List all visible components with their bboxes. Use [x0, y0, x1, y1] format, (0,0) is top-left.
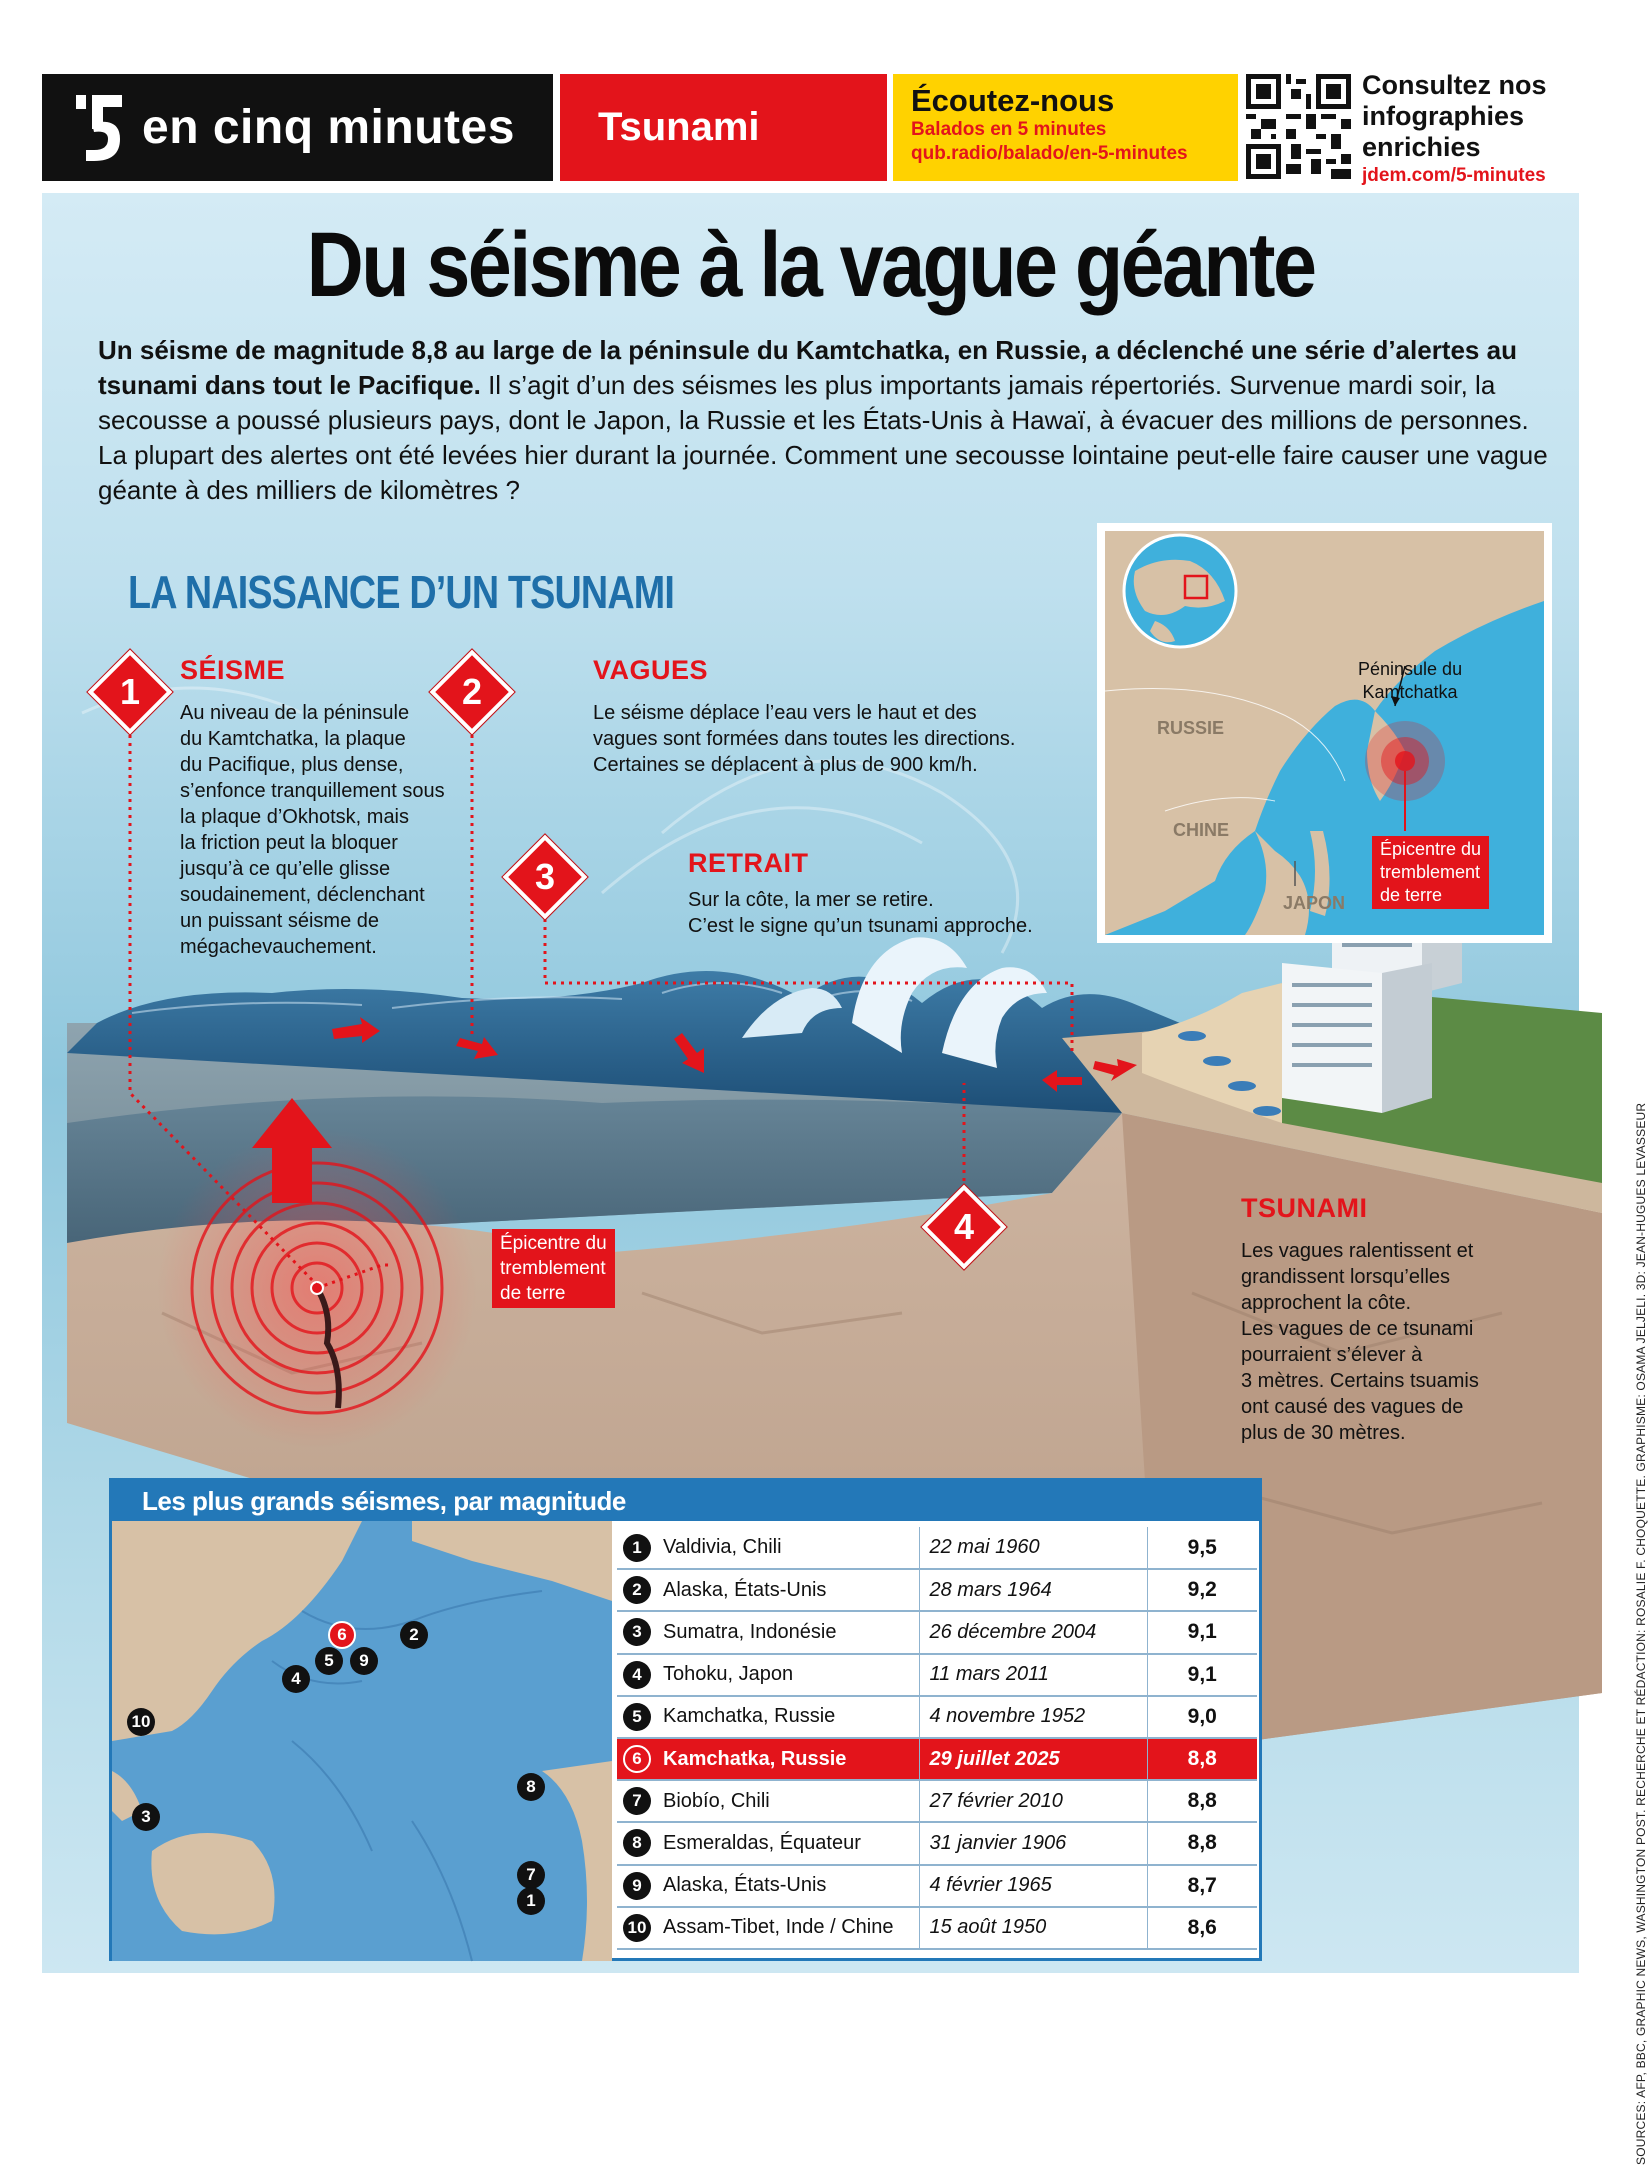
place-cell: Alaska, États-Unis [657, 1865, 919, 1907]
date-cell: 28 mars 1964 [919, 1569, 1147, 1611]
rank-badge: 1 [623, 1534, 651, 1562]
step-3-retrait [688, 848, 1108, 939]
rank-badge: 10 [623, 1914, 651, 1942]
rank-badge: 4 [623, 1661, 651, 1689]
magnitude-cell: 9,0 [1147, 1696, 1257, 1738]
magnitude-cell: 9,1 [1147, 1611, 1257, 1653]
rank-badge: 5 [623, 1703, 651, 1731]
table-row [617, 1654, 1257, 1696]
table-row [617, 1738, 1257, 1780]
intro-lead: Un séisme de magnitude 8,8 au large de la péninsule du Kamtchatka, en Russie, a déclenché une série d’alertes au tsunami dans tout le Pacifique. [98, 335, 1517, 400]
step-4-number: 4 [953, 1206, 975, 1247]
place-cell: Alaska, États-Unis [657, 1569, 919, 1611]
brand-banner [42, 74, 553, 181]
largest-earthquakes-box [109, 1478, 1262, 1961]
magnitude-cell: 9,5 [1147, 1527, 1257, 1569]
podcast-url[interactable]: qub.radio/balado/en-5-minutes [911, 143, 1188, 164]
step-1-number: 1 [119, 671, 141, 712]
map-marker-9: 9 [350, 1647, 378, 1675]
date-cell: 4 novembre 1952 [919, 1696, 1147, 1738]
magnitude-cell: 8,7 [1147, 1865, 1257, 1907]
kamchatka-inset-map [1097, 523, 1552, 943]
step-3-number: 3 [534, 856, 556, 897]
date-cell: 22 mai 1960 [919, 1527, 1147, 1569]
step-2-title: VAGUES [593, 655, 709, 685]
step-4-title: TSUNAMI [1241, 1193, 1368, 1223]
magnitude-cell: 8,6 [1147, 1907, 1257, 1949]
map-marker-4: 4 [282, 1665, 310, 1693]
place-cell: Kamchatka, Russie [657, 1696, 919, 1738]
earthquakes-table [617, 1527, 1257, 1950]
section-title: LA NAISSANCE D’UN TSUNAMI [128, 566, 675, 618]
step-4-text: Les vagues ralentissent et grandissent lorsqu’elles approchent la côte. Les vagues de ce tsunami pourraient s’élever à 3 mètres. Certains tsuamis ont causé des vagues de plus de 30 mètres. [1241, 1240, 1479, 1444]
step-2-number: 2 [461, 671, 483, 712]
map-marker-5: 5 [315, 1647, 343, 1675]
rank-badge: 8 [623, 1829, 651, 1857]
rank-badge: 6 [623, 1745, 651, 1773]
place-cell: Biobío, Chili [657, 1780, 919, 1822]
page-title: Du séisme à la vague géante [306, 214, 1315, 316]
place-cell: Sumatra, Indonésie [657, 1611, 919, 1653]
date-cell: 31 janvier 1906 [919, 1822, 1147, 1864]
infographic-panel [42, 193, 1648, 2165]
magnitude-cell: 9,1 [1147, 1654, 1257, 1696]
country-russia: RUSSIE [1157, 718, 1225, 738]
step-3-title: RETRAIT [688, 848, 809, 878]
magnitude-cell: 8,8 [1147, 1822, 1257, 1864]
promo-line-1: Consultez nos [1362, 70, 1547, 100]
credits: SOURCES: AFP, BBC, GRAPHIC NEWS, WASHINGTON POST. RECHERCHE ET RÉDACTION: ROSALIE F. CHOQUETTE. GRAPHISME: OSAMA JELJELI. 3D: JEAN-HUGUES LEVASSEUR [1634, 1102, 1648, 2165]
magnitude-cell: 8,8 [1147, 1780, 1257, 1822]
five-logo-icon [72, 93, 124, 163]
step-2-vagues [593, 655, 1073, 778]
magnitude-cell: 8,8 [1147, 1738, 1257, 1780]
date-cell: 15 août 1950 [919, 1907, 1147, 1949]
place-cell: Esmeraldas, Équateur [657, 1822, 919, 1864]
table-title: Les plus grands séismes, par magnitude [112, 1481, 1259, 1521]
table-row [617, 1907, 1257, 1949]
qr-code-icon[interactable] [1246, 74, 1351, 179]
table-row [617, 1780, 1257, 1822]
map-marker-7: 7 [517, 1861, 545, 1889]
podcast-promo [893, 74, 1238, 181]
place-cell: Valdivia, Chili [657, 1527, 919, 1569]
country-china: CHINE [1173, 820, 1230, 840]
intro-paragraph [98, 333, 1558, 508]
table-row [617, 1696, 1257, 1738]
step-1-title: SÉISME [180, 655, 286, 685]
date-cell: 29 juillet 2025 [919, 1738, 1147, 1780]
date-cell: 26 décembre 2004 [919, 1611, 1147, 1653]
podcast-subtitle: Balados en 5 minutes [911, 119, 1107, 140]
map-marker-1: 1 [517, 1887, 545, 1915]
intro-body: Il s’agit d’un des séismes les plus importants jamais répertoriés. Survenue mardi soir, la secousse a poussé plusieurs pays, dont le Japon, la Russie et les États-Unis à Hawaï, à évacuer des millions de personnes. La plupart des alertes ont été levées hier durant la journée. Comment une secousse lointaine peut-elle faire causer une vague géante à des milliers de kilomètres ? [98, 370, 1548, 505]
topic-tag: Tsunami [560, 74, 887, 181]
brand-name: en cinq minutes [142, 101, 515, 154]
infographics-promo [1362, 70, 1622, 189]
promo-url[interactable]: jdem.com/5-minutes [1362, 165, 1546, 186]
table-row [617, 1865, 1257, 1907]
place-cell: Tohoku, Japon [657, 1654, 919, 1696]
place-cell: Assam-Tibet, Inde / Chine [657, 1907, 919, 1949]
map-marker-3: 3 [132, 1803, 160, 1831]
table-row [617, 1527, 1257, 1569]
promo-line-3: enrichies [1362, 132, 1481, 162]
date-cell: 27 février 2010 [919, 1780, 1147, 1822]
map-marker-8: 8 [517, 1773, 545, 1801]
step-3-text: Sur la côte, la mer se retire. C’est le signe qu’un tsunami approche. [688, 889, 1033, 937]
date-cell: 4 février 1965 [919, 1865, 1147, 1907]
step-1-text: Au niveau de la péninsule du Kamtchatka, la plaque du Pacifique, plus dense, s’enfonce tranquillement sous la plaque d’Okhotsk, mais la friction peut la bloquer jusqu’à ce qu’elle glisse soudainement, déclenchant un puissant séisme de mégachevauchement. [180, 702, 445, 958]
magnitude-cell: 9,2 [1147, 1569, 1257, 1611]
country-japan: JAPON [1283, 893, 1346, 913]
promo-line-2: infographies [1362, 101, 1525, 131]
rank-badge: 7 [623, 1787, 651, 1815]
peninsula-label: Péninsule du Kamtchatka [1358, 659, 1463, 702]
date-cell: 11 mars 2011 [919, 1654, 1147, 1696]
rank-badge: 2 [623, 1576, 651, 1604]
step-4-tsunami [1241, 1193, 1541, 1446]
inset-epicenter-label: Épicentre du tremblement de terre [1372, 836, 1489, 909]
step-1-seisme [180, 655, 510, 960]
rank-badge: 3 [623, 1618, 651, 1646]
place-cell: Kamchatka, Russie [657, 1738, 919, 1780]
table-row [617, 1569, 1257, 1611]
map-marker-10: 10 [127, 1708, 155, 1736]
podcast-title: Écoutez-nous [911, 83, 1115, 118]
rank-badge: 9 [623, 1872, 651, 1900]
table-row [617, 1822, 1257, 1864]
step-2-text: Le séisme déplace l’eau vers le haut et des vagues sont formées dans toutes les directions. Certaines se déplacent à plus de 900 km/h. [593, 702, 1016, 776]
epicenter-label: Épicentre du tremblement de terre [492, 1229, 615, 1308]
table-row [617, 1611, 1257, 1653]
map-marker-6: 6 [328, 1621, 356, 1649]
map-marker-2: 2 [400, 1621, 428, 1649]
